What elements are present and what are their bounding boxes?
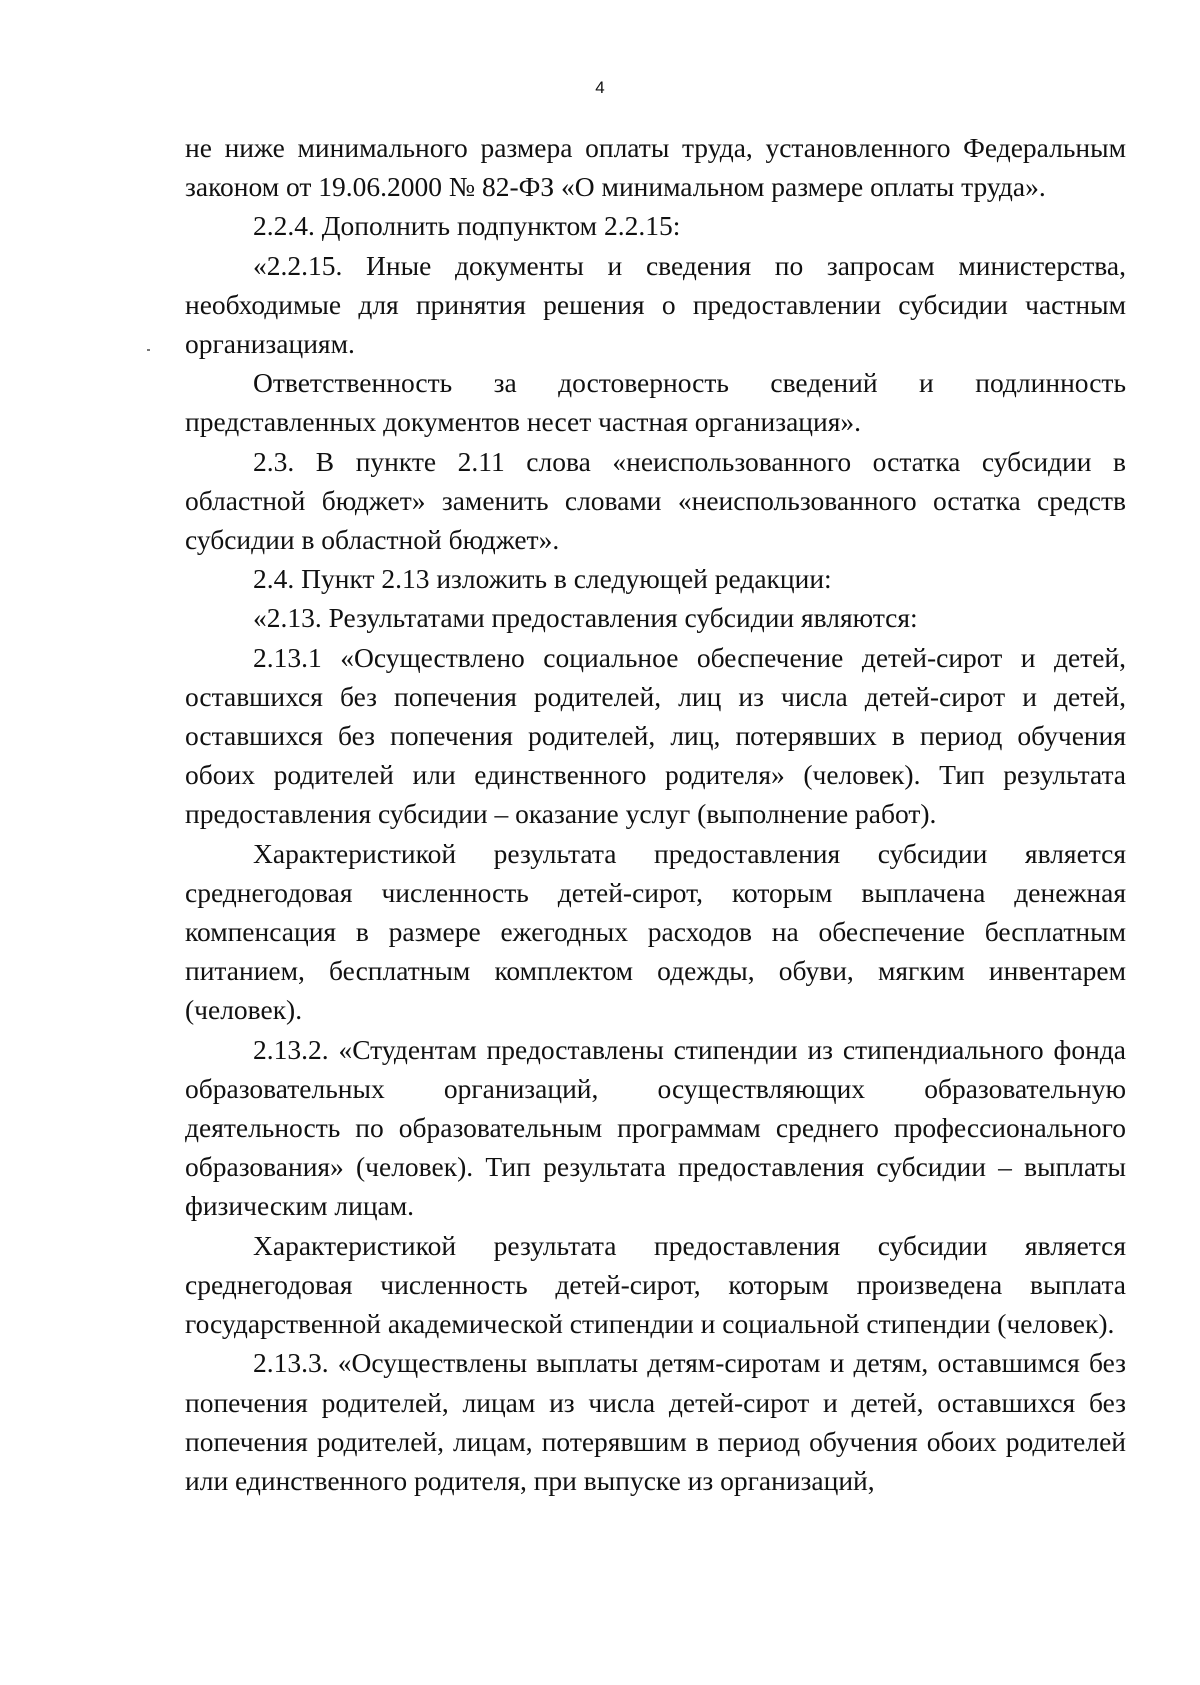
paragraph-2-13-2: 2.13.2. «Студентам предоставлены стипендии из стипендиального фонда образовательных организаций, осуществляющих образовательную деятельность по образовательным программам среднего профессионального образования» (человек). Тип результата предоставления субсидии – выплаты физическим лицам. <box>185 1033 1126 1222</box>
document-body <box>185 128 1126 1500</box>
page-number: 4 <box>595 78 605 97</box>
scan-speck <box>147 349 150 351</box>
paragraph-characteristic-1: Характеристикой результата предоставления субсидии является среднегодовая численность детей-сирот, которым выплачена денежная компенсация в размере ежегодных расходов на обеспечение бесплатным питанием, бесплатным комплектом одежды, обуви, мягким инвентарем (человек). <box>185 837 1126 1026</box>
paragraph-continuation: не ниже минимального размера оплаты труда, установленного Федеральным законом от 19.06.2000 № 82-ФЗ «О минимальном размере оплаты труда». <box>185 132 1126 203</box>
paragraph-2-3: 2.3. В пункте 2.11 слова «неиспользованного остатка субсидии в областной бюджет» заменить словами «неиспользованного остатка средств субсидии в областной бюджет». <box>185 445 1126 556</box>
paragraph-responsibility: Ответственность за достоверность сведений и подлинность представленных документов несет частная организация». <box>185 367 1126 438</box>
paragraph-2-2-4: 2.2.4. Дополнить подпунктом 2.2.15: <box>253 210 681 242</box>
paragraph-2-4: 2.4. Пункт 2.13 изложить в следующей редакции: <box>253 563 832 595</box>
paragraph-2-13: «2.13. Результатами предоставления субсидии являются: <box>253 602 918 634</box>
paragraph-2-13-3: 2.13.3. «Осуществлены выплаты детям-сиротам и детям, оставшимся без попечения родителей, лицам из числа детей-сирот и детей, оставшихся без попечения родителей, лицам, потерявшим в период обучения обоих родителей или единственного родителя, при выпуске из организаций, <box>185 1347 1126 1496</box>
paragraph-2-13-1: 2.13.1 «Осуществлено социальное обеспечение детей-сирот и детей, оставшихся без попечения родителей, лиц из числа детей-сирот и детей, оставшихся без попечения родителей, лиц, потерявших в период обучения обоих родителей или единственного родителя» (человек). Тип результата предоставления субсидии – оказание услуг (выполнение работ). <box>185 641 1126 830</box>
paragraph-2-2-15: «2.2.15. Иные документы и сведения по запросам министерства, необходимые для принятия решения о предоставлении субсидии частным организациям. <box>185 249 1126 360</box>
paragraph-characteristic-2: Характеристикой результата предоставления субсидии является среднегодовая численность детей-сирот, которым произведена выплата государственной академической стипендии и социальной стипендии (человек). <box>185 1229 1126 1340</box>
